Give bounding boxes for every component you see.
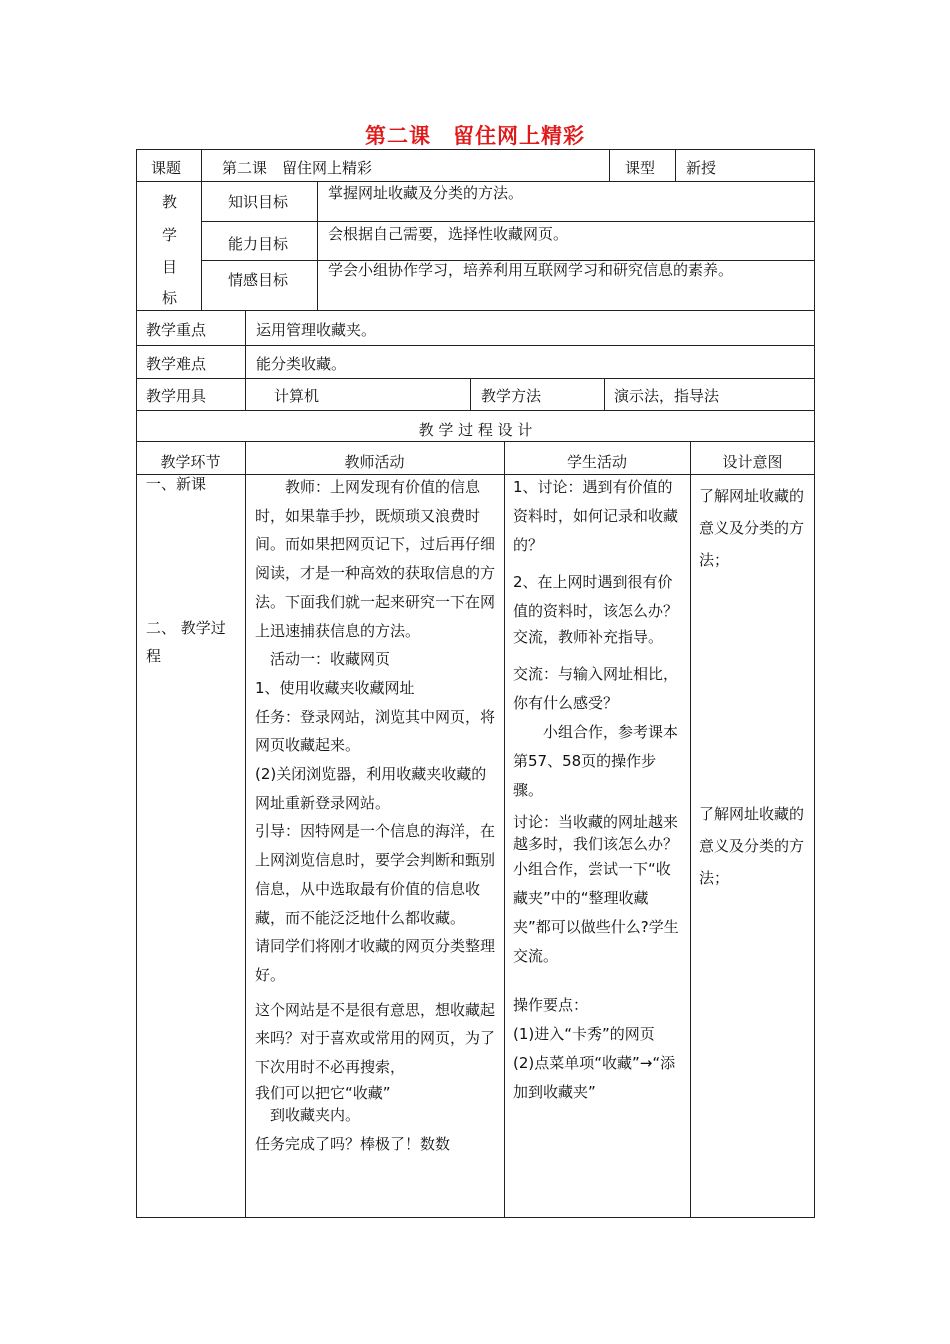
- stage-teaching-process-cont: 程: [146, 647, 162, 665]
- header-design-intent: 设计意图: [722, 453, 783, 471]
- knowledge-objective-label: 知识目标: [228, 193, 289, 211]
- student-paragraph: 讨论：当收藏的网址越来越多时，我们该怎么办？: [513, 813, 679, 853]
- topic-value: 第二课 留住网上精彩: [222, 159, 373, 177]
- key-point-value: 运用管理收藏夹。: [256, 321, 377, 339]
- col-divider: [690, 441, 691, 1218]
- design-intent-2: 了解网址收藏的意义及分类的方法；: [699, 805, 805, 887]
- objectives-group-char: 学: [162, 226, 178, 244]
- student-paragraph: 交流：与输入网址相比，你有什么感受？: [513, 665, 679, 712]
- row-divider: [136, 181, 815, 182]
- teacher-paragraph: 1、使用收藏夹收藏网址: [255, 678, 415, 697]
- col-divider: [609, 149, 610, 181]
- stage-teaching-process: 二、 教学过: [146, 619, 226, 637]
- topic-label: 课题: [151, 159, 182, 177]
- difficulty-value: 能分类收藏。: [256, 355, 347, 373]
- student-paragraph: 交流，教师补充指导。: [513, 628, 664, 646]
- row-divider: [136, 378, 815, 379]
- col-divider: [504, 441, 505, 1218]
- col-divider: [245, 310, 246, 410]
- objectives-group-char: 目: [162, 258, 178, 276]
- type-value: 新授: [686, 159, 717, 177]
- student-paragraph: 操作要点：: [513, 996, 589, 1014]
- method-label: 教学方法: [481, 387, 542, 405]
- teacher-paragraph: 教师：上网发现有价值的信息时，如果靠手抄，既烦琐又浪费时间。而如果把网页记下，过后再仔细阅读，才是一种高效的获取信息的方法。下面我们就一起来研究一下在网上迅速捕获信息的方法。: [255, 478, 496, 640]
- objectives-group-char: 标: [162, 289, 178, 307]
- tools-value: 计算机: [274, 387, 320, 405]
- teacher-paragraph: 这个网站是不是很有意思，想收藏起来吗？对于喜欢或常用的网页，为了下次用时不必再搜索，: [255, 1000, 496, 1077]
- col-divider: [675, 149, 676, 181]
- col-divider: [470, 378, 471, 410]
- row-divider: [136, 310, 815, 311]
- header-student-activity: 学生活动: [566, 453, 627, 471]
- key-point-label: 教学重点: [146, 321, 207, 339]
- header-teacher-activity: 教师活动: [344, 453, 405, 471]
- affective-objective-label: 情感目标: [228, 271, 289, 289]
- teacher-paragraph: 引导：因特网是一个信息的海洋，在上网浏览信息时，要学会判断和甄别信息，从中选取最有价值的信息收藏，而不能泛泛地什么都收藏。: [255, 822, 496, 927]
- tools-label: 教学用具: [146, 387, 207, 405]
- teacher-paragraph: 请同学们将刚才收藏的网页分类整理好。: [255, 937, 496, 984]
- student-activity-column: [513, 473, 683, 1107]
- teacher-paragraph: 任务完成了吗？棒极了！数数: [255, 1134, 451, 1153]
- header-stage: 教学环节: [160, 453, 221, 471]
- col-divider: [201, 149, 202, 310]
- type-label: 课型: [625, 159, 656, 177]
- student-paragraph: (2)点菜单项“收藏”→“添加到收藏夹”: [513, 1054, 676, 1101]
- objectives-group-char: 教: [162, 193, 178, 211]
- teacher-paragraph: (2)关闭浏览器，利用收藏夹收藏的网址重新登录网站。: [255, 765, 487, 812]
- col-divider: [317, 181, 318, 310]
- student-paragraph: 小组合作，参考课本第57、58页的操作步骤。: [513, 723, 679, 799]
- student-paragraph: 1、讨论：遇到有价值的资料时，如何记录和收藏的？: [513, 478, 679, 554]
- page-title: 第二课 留住网上精彩: [365, 124, 585, 148]
- col-divider: [604, 378, 605, 410]
- teacher-paragraph: 到收藏夹内。: [255, 1105, 361, 1124]
- col-divider: [245, 441, 246, 1218]
- teacher-activity-column: [255, 473, 497, 1158]
- row-divider: [136, 410, 815, 411]
- teacher-paragraph: 活动一：收藏网页: [255, 650, 391, 669]
- knowledge-objective-value: 掌握网址收藏及分类的方法。: [328, 184, 524, 202]
- design-intent-1: 了解网址收藏的意义及分类的方法；: [699, 487, 805, 569]
- student-paragraph: 小组合作，尝试一下“收藏夹”中的“整理收藏夹”都可以做些什么?学生交流。: [513, 860, 679, 965]
- ability-objective-label: 能力目标: [228, 235, 289, 253]
- difficulty-label: 教学难点: [146, 355, 207, 373]
- affective-objective-value: 学会小组协作学习，培养利用互联网学习和研究信息的素养。: [328, 261, 734, 279]
- method-value: 演示法，指导法: [614, 387, 720, 405]
- teacher-paragraph: 任务：登录网站，浏览其中网页，将网页收藏起来。: [255, 707, 496, 755]
- row-divider: [201, 221, 815, 222]
- teacher-paragraph: 我们可以把它“收藏”: [255, 1083, 391, 1102]
- row-divider: [136, 345, 815, 346]
- process-title: 教 学 过 程 设 计: [418, 421, 533, 439]
- ability-objective-value: 会根据自己需要，选择性收藏网页。: [328, 225, 569, 243]
- student-paragraph: (1)进入“卡秀”的网页: [513, 1025, 655, 1043]
- stage-new-lesson: 一、新课: [146, 475, 207, 493]
- student-paragraph: 2、在上网时遇到很有价值的资料时，该怎么办？: [513, 573, 679, 620]
